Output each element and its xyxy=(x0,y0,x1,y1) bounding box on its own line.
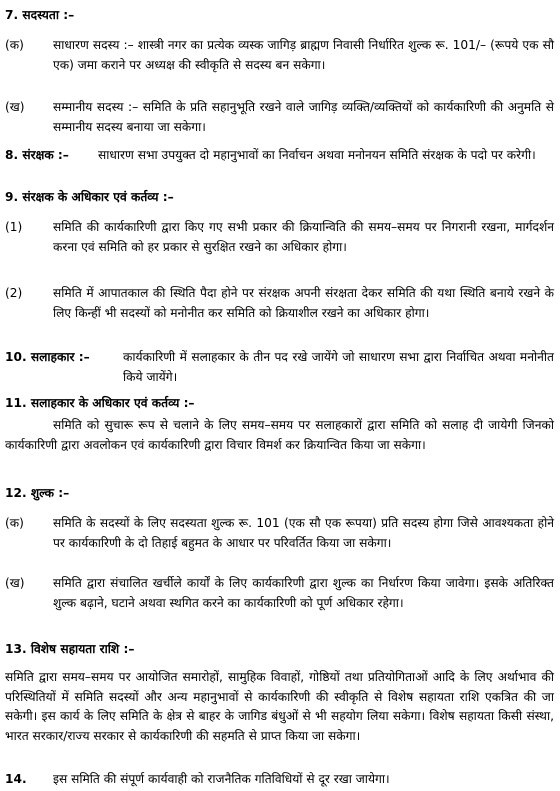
section-12-heading: 12. शुल्क :– xyxy=(5,486,70,500)
section-9-item-1-label: (1) xyxy=(5,220,23,234)
section-12-item-b-text: समिति द्वारा संचालित खर्चीले कार्यों के लिए कार्यकारिणी द्वारा शुल्क का निर्धारण किया जावेगा। इसके अतिरिक्त शुल्क बढ़ाने, घटाने अथवा स्थगित करने का कार्यकारिणी को पूर्ण अधिकार रहेगा। xyxy=(53,576,554,610)
section-7-item-b-label: (ख) xyxy=(5,100,25,114)
section-7-item-a-text: साधारण सदस्य :– शास्त्री नगर का प्रत्येक व्यस्क जागिड़ ब्राह्मण निवासी निर्धारित शुल्क रू. 101/– (रूपये एक सौ एक) जमा कराने पर अध्यक्ष की स्वीकृति से सदस्य बन सकेगा। xyxy=(53,38,554,72)
section-12-item-a-text: समिति के सदस्यों के लिए सदस्यता शुल्क रू. 101 (एक सौ एक रूपया) प्रति सदस्य होगा जिसे आवश्यकता होने पर कार्यकारिणी के दो तिहाई बहुमत के आधार पर परिवर्तित किया जा सकेगा। xyxy=(53,516,554,550)
section-11-text: समिति को सुचारू रूप से चलाने के लिए समय–समय पर सलाहकारों द्वारा समिति को सलाह दी जायेगी जिनको कार्यकारिणी द्वारा अवलोकन एवं कार्यकारिणी द्वारा विचार विमर्श कर क्रियान्वित किया जा सकेगा। xyxy=(5,418,554,452)
section-9-item-1-text: समिति की कार्यकारिणी द्वारा किए गए सभी प्रकार की क्रियान्विति की समय–समय पर निगरानी रखना, मार्गदर्शन करना एवं समिति को हर प्रकार से सुरक्षित रखने का अधिकार होगा। xyxy=(53,220,554,254)
section-8-text: साधारण सभा उपयुक्त दो महानुभावों का निर्वाचन अथवा मनोनयन समिति संरक्षक के पदो पर करेगी। xyxy=(98,148,536,162)
section-12-item-b-label: (ख) xyxy=(5,576,25,590)
section-7-heading: 7. सदस्यता :– xyxy=(5,8,75,22)
section-13-text: समिति द्वारा समय–समय पर आयोजित समारोहों, सामुहिक विवाहों, गोष्ठियों तथा प्रतियोगिताओं आदि के लिए अर्थाभाव की परिस्थितियों में समिति सदस्यों और अन्य महानुभावों से कार्यकारिणी की स्वीकृति से विशेष सहायता राशि एकत्रित की जा सकेगी। इस कार्य के लिए समिति के क्षेत्र से बाहर के जागिड बंधुओं से भी सहयोग लिया सकेगा। विशेष सहायता किसी संस्था, भारत सरकार/राज्य सरकार से कार्यकारिणी की सहमति से प्राप्त किया जा सकेगा। xyxy=(5,670,554,743)
section-9-heading: 9. संरक्षक के अधिकार एवं कर्तव्य :– xyxy=(5,190,174,204)
section-9-item-2-label: (2) xyxy=(5,286,23,300)
section-11-heading: 11. सलाहकार के अधिकार एवं कर्तव्य :– xyxy=(5,396,195,410)
section-14-label: 14. xyxy=(5,772,27,786)
section-14-text: इस समिति की संपूर्ण कार्यवाही को राजनैतिक गतिविधियों से दूर रखा जायेगा। xyxy=(53,772,390,786)
section-9-item-2-text: समिति में आपातकाल की स्थिति पैदा होने पर संरक्षक अपनी संरक्षता देकर समिति की यथा स्थिति बनाये रखने के लिए किन्हीं भी सदस्यों को मनोनीत कर समिति को क्रियाशील रखने का अधिकार होगा। xyxy=(53,286,554,320)
section-13-heading: 13. विशेष सहायता राशि :– xyxy=(5,642,135,656)
section-10-heading: 10. सलाहकार :– xyxy=(5,350,90,364)
section-12-item-a-label: (क) xyxy=(5,516,24,530)
section-8-heading: 8. संरक्षक :– xyxy=(5,148,69,162)
section-10-text: कार्यकारिणी में सलाहकार के तीन पद रखे जायेंगे जो साधारण सभा द्वारा निर्वाचित अथवा मनोनीत किये जायेंगे। xyxy=(123,350,554,384)
section-7-item-b-text: सम्मानीय सदस्य :– समिति के प्रति सहानुभूति रखने वाले जागिड़ व्यक्ति/व्यक्तियों को कार्यकारिणी की अनुमति से सम्मानीय सदस्य बनाया जा सकेगा। xyxy=(53,100,554,134)
section-7-item-a-label: (क) xyxy=(5,38,24,52)
